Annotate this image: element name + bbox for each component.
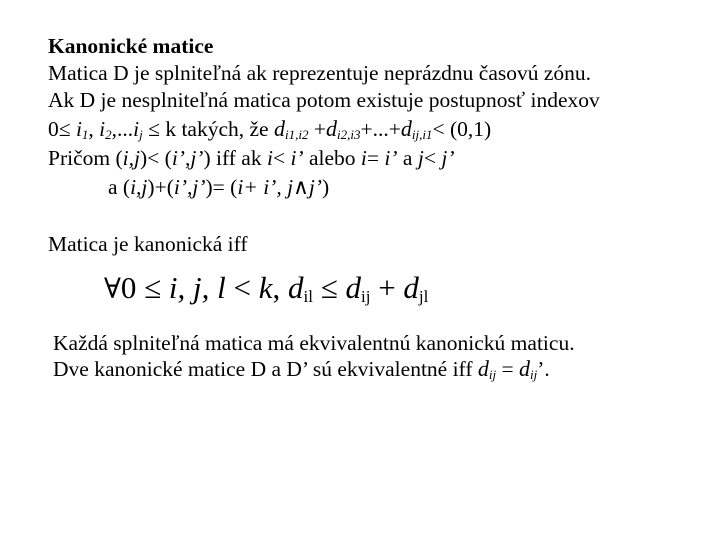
l5-and-symbol: ∧ (293, 175, 309, 199)
l8-d1-sub: ij (488, 367, 497, 382)
l8-text: Dve kanonické matice D a D’ sú ekvivalentné iff (53, 357, 478, 381)
l8-d2: d (519, 356, 530, 381)
l4-text: < (423, 146, 442, 170)
l3-d2-sub: i2,i3 (336, 127, 361, 142)
l3-text: + (308, 117, 326, 141)
formula-text: 0 ≤ (120, 270, 169, 305)
text-line-5 (108, 174, 329, 200)
l5-var: i’,j’ (173, 175, 206, 199)
formula-k: k (258, 270, 273, 305)
l5-var: i,j (130, 175, 148, 199)
l4-var: i’ (384, 146, 398, 170)
formula-vars: i, j, l (168, 270, 226, 305)
l5-text: )+( (147, 175, 174, 199)
l3-text: +...+ (360, 117, 401, 141)
l4-var: i’ (290, 146, 304, 170)
l4-var: i (266, 146, 273, 170)
l3-ij: i (133, 117, 140, 141)
text-line-7: Každá splniteľná matica má ekvivalentnú kanonickú maticu. (53, 331, 575, 355)
l4-var: i (360, 146, 367, 170)
l3-d1: d (273, 116, 285, 141)
l3-text: ,... (111, 117, 134, 141)
forall-symbol: ∀ (104, 272, 121, 305)
l3-text: , (88, 117, 100, 141)
l5-text: )= ( (205, 175, 238, 199)
text-line-1: Matica D je splniteľná ak reprezentuje neprázdnu časovú zónu. (48, 61, 592, 85)
formula-d-jl: d (403, 270, 419, 305)
formula-text: < (225, 270, 259, 305)
l4-text: = (366, 146, 385, 170)
text-line-6: Matica je kanonická iff (48, 232, 248, 256)
l8-d2-sub: ij (530, 367, 538, 382)
l3-i1-sub: 1 (81, 127, 89, 142)
l3-i2: i (99, 117, 106, 141)
l8-d1: d (477, 356, 489, 381)
l4-text: ) iff ak (203, 146, 267, 170)
text-line-3 (48, 116, 491, 145)
text-line-8 (53, 356, 550, 385)
l3-d2: d (325, 116, 337, 141)
kanonicka-formula (104, 268, 428, 313)
l8-text: = (496, 357, 519, 381)
formula-text: ≤ (312, 270, 346, 305)
l4-var: j’ (441, 146, 455, 170)
l5-text: a ( (108, 175, 131, 199)
formula-sub-jl: jl (418, 287, 429, 306)
slide-title: Kanonické matice (48, 34, 214, 58)
l4-var: i’,j’ (171, 146, 204, 170)
formula-d-ij: d (345, 270, 361, 305)
l4-text: alebo (303, 146, 361, 170)
l5-text: ) (321, 175, 330, 199)
text-line-2: Ak D je nesplniteľná matica potom existuje postupnosť indexov (48, 88, 600, 112)
l3-text: < (0,1) (432, 117, 492, 141)
formula-sub-il: il (303, 287, 313, 306)
l5-var: j’ (308, 175, 322, 199)
l3-i2-sub: 2 (105, 127, 112, 142)
formula-d-il: d (288, 270, 304, 305)
formula-text: + (370, 270, 404, 305)
formula-sub-ij: ij (360, 287, 371, 306)
l4-text: a (397, 146, 418, 170)
l4-var: j (417, 146, 424, 170)
l3-text: ≤ k takých, že (142, 117, 274, 141)
l3-ij-sub: j (139, 127, 143, 142)
l3-d3: d (400, 116, 412, 141)
l8-text: ’. (537, 357, 550, 381)
l4-text: )< ( (139, 146, 172, 170)
l3-i1: i (75, 117, 82, 141)
text-line-4 (48, 145, 454, 171)
l4-var: i,j (122, 146, 140, 170)
l4-text: < (272, 146, 291, 170)
l4-text: Pričom ( (48, 146, 123, 170)
l5-var: i+ i’, j (237, 175, 294, 199)
l3-d3-sub: ij,i1 (411, 127, 433, 142)
l3-d1-sub: i1,i2 (284, 127, 309, 142)
formula-text: , (272, 270, 289, 305)
l3-text: 0≤ (48, 117, 76, 141)
